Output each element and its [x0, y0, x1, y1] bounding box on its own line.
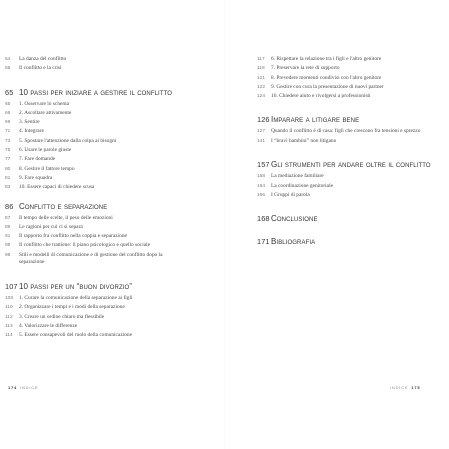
chapter-title: Conclusione [271, 214, 318, 224]
right-page-footer [390, 385, 423, 390]
toc-entry-title: 10. Chiedere aiuto e rivolgersi a professionisti [271, 93, 371, 100]
toc-entry-title: Il conflitto e la crisi [19, 65, 62, 72]
toc-entry-title: 3. Sentire [19, 119, 40, 126]
toc-entry-title: 1. Curare la comunicazione della separazione ai figli [19, 294, 133, 301]
chapter-page-number: 65 [5, 87, 14, 97]
toc-page-number: 158 [257, 174, 266, 180]
toc-entry [257, 182, 435, 191]
chapter-heading [257, 237, 435, 246]
toc-entry-title: 9. Gestire con cura la presentazione di nuovi partner [271, 83, 384, 90]
toc-page-number: 89 [5, 224, 11, 230]
chapter-title: 10 passi per iniziare a gestire il conflitto [19, 87, 172, 97]
toc-page-number: 71 [5, 129, 11, 135]
right-page-number: 175 [411, 385, 421, 390]
running-footer-label: INDICE [390, 385, 409, 390]
toc-entry [5, 223, 183, 232]
toc-entry-title: 4. Integrare [19, 128, 44, 135]
toc-entry [5, 322, 183, 331]
toc-entry-title: Il tempo delle scelte, il peso delle emozioni [19, 214, 113, 221]
toc-entry-title: I Gruppi di parola [271, 191, 310, 198]
toc-entry [5, 146, 183, 155]
toc-page-number: 91 [5, 234, 11, 240]
toc-page-number: 114 [5, 333, 13, 339]
toc-page-number: 118 [257, 66, 265, 72]
toc-entry-title: La mediazione familiare [271, 173, 324, 180]
toc-page-number: 166 [257, 192, 266, 198]
toc-entry [5, 137, 183, 146]
toc-entry [5, 118, 183, 127]
toc-entry [5, 100, 183, 109]
toc-entry [5, 331, 183, 340]
toc-entry [257, 55, 435, 64]
left-page-number: 174 [8, 385, 18, 390]
toc-page-number: 98 [5, 252, 11, 258]
toc-entry [257, 83, 435, 92]
toc-page-number: 87 [5, 215, 11, 221]
toc-page-number: 110 [5, 305, 13, 311]
toc-entry [5, 251, 183, 268]
toc-entry [257, 137, 435, 146]
toc-entry [5, 232, 183, 241]
toc-entry [5, 109, 183, 118]
right-page-toc [257, 55, 435, 246]
toc-page-number: 117 [257, 57, 265, 62]
toc-entry-title: Quando il conflitto è di casa: figli che crescono fra tensioni e sprezzo [271, 128, 421, 135]
left-page-toc [5, 55, 183, 340]
toc-page-number: 108 [5, 295, 14, 301]
toc-entry-title: 6. Usare le parole giuste [19, 147, 72, 154]
toc-entry-title: 1. Osservare lo schema [19, 100, 69, 107]
toc-page-number: 54 [5, 57, 11, 62]
chapter-heading [257, 214, 435, 223]
toc-page-number: 112 [5, 314, 13, 320]
toc-entry-title: 3. Creare un ordine chiaro ma flessibile [19, 313, 105, 320]
toc-entry [257, 191, 435, 200]
toc-page-number: 113 [5, 323, 13, 329]
chapter-page-number: 126 [257, 115, 270, 125]
toc-entry-title: 9. Fare squadra [19, 174, 53, 181]
toc-entry-title: Il conflitto che trattiene: il piano psicologico e quello sociale [19, 242, 150, 249]
toc-entry-title: 7. Fare domande [19, 156, 56, 163]
toc-entry [257, 64, 435, 73]
toc-entry [5, 303, 183, 312]
toc-entry [257, 92, 435, 101]
toc-entry-title: 8. Prevedere momenti condivisi con l'altro genitore [271, 74, 382, 81]
toc-entry-title: 2. Ascoltare attivamente [19, 109, 72, 116]
toc-page-number: 83 [5, 185, 11, 191]
chapter-title: Gli strumenti per andare oltre il conflitto [271, 160, 431, 170]
chapter-page-number: 171 [257, 237, 270, 247]
toc-entry-title: 6. Rispettare la relazione tra i figli e l'altro genitore [271, 56, 382, 62]
toc-entry-title: Le ragioni per cui ci si separa [19, 223, 83, 230]
chapter-heading [5, 88, 183, 97]
toc-page-number: 124 [257, 94, 266, 100]
toc-entry [5, 214, 183, 223]
chapter-heading [5, 202, 183, 211]
toc-page-number: 122 [257, 84, 266, 90]
toc-entry [5, 155, 183, 164]
chapter-title: Conflitto e separazione [19, 201, 108, 211]
toc-page-number: 141 [257, 139, 266, 145]
toc-entry-title: 7. Preservare la rete di supporto [271, 65, 340, 72]
toc-entry-title: 5. Spostare l'attenzione dalla colpa ai bisogni [19, 137, 117, 144]
toc-entry-title: 5. Essere consapevoli del ruolo della comunicazione [19, 332, 133, 339]
chapter-heading [257, 160, 435, 169]
toc-entry [5, 183, 183, 192]
toc-entry [257, 172, 435, 181]
toc-page-number: 69 [5, 120, 11, 126]
toc-page-number: 127 [257, 129, 266, 135]
toc-entry [5, 241, 183, 250]
chapter-page-number: 86 [5, 201, 14, 211]
left-page-footer [5, 385, 38, 390]
toc-entry-title: 2. Organizzare i tempi e i modi della separazione [19, 304, 125, 311]
toc-page-number: 77 [5, 157, 11, 163]
toc-page-number: 95 [5, 243, 11, 249]
toc-entry [5, 55, 183, 64]
chapter-title: Imparare a litigare bene [271, 115, 360, 125]
toc-page-number: 121 [257, 75, 266, 81]
toc-entry [5, 165, 183, 174]
chapter-page-number: 168 [257, 214, 270, 224]
toc-entry-title: I “bravi bambini” non litigano [271, 138, 337, 145]
page-gutter [224, 0, 225, 449]
toc-entry-title: Stili e modelli di comunicazione e di gestione del conflitto dopo la separazione [19, 251, 163, 266]
chapter-heading [5, 282, 183, 291]
toc-page-number: 75 [5, 148, 11, 154]
toc-page-number: 59 [5, 66, 11, 72]
chapter-title: 10 passi per un “buon divorzio” [19, 281, 133, 291]
chapter-page-number: 157 [257, 160, 270, 170]
toc-entry [5, 174, 183, 183]
toc-page-number: 80 [5, 166, 11, 172]
toc-page-number: 81 [5, 175, 11, 181]
toc-entry [5, 64, 183, 73]
toc-entry-title: 4. Valorizzare le differenze [19, 322, 78, 329]
chapter-title: Bibliografia [271, 237, 316, 247]
toc-entry-title: Il rapporto fra conflitto nella coppia e separazione [19, 233, 127, 240]
toc-entry-title: La danza del conflitto [19, 56, 67, 62]
toc-entry-title: 8. Gestire il fattore tempo [19, 165, 75, 172]
toc-entry [257, 127, 435, 137]
toc-page-number: 65 [5, 101, 11, 107]
toc-entry-title: La coordinazione genitoriale [271, 182, 333, 189]
toc-entry [5, 127, 183, 136]
toc-page-number: 164 [257, 183, 266, 189]
toc-page-number: 73 [5, 138, 11, 144]
toc-entry [5, 313, 183, 322]
toc-entry-title: 10. Essere capaci di chiedere scusa [19, 184, 95, 191]
chapter-heading [257, 115, 435, 124]
toc-entry [5, 294, 183, 303]
running-footer-label: INDICE [20, 385, 39, 390]
toc-entry [257, 74, 435, 83]
chapter-page-number: 107 [5, 281, 18, 291]
toc-page-number: 66 [5, 110, 11, 116]
